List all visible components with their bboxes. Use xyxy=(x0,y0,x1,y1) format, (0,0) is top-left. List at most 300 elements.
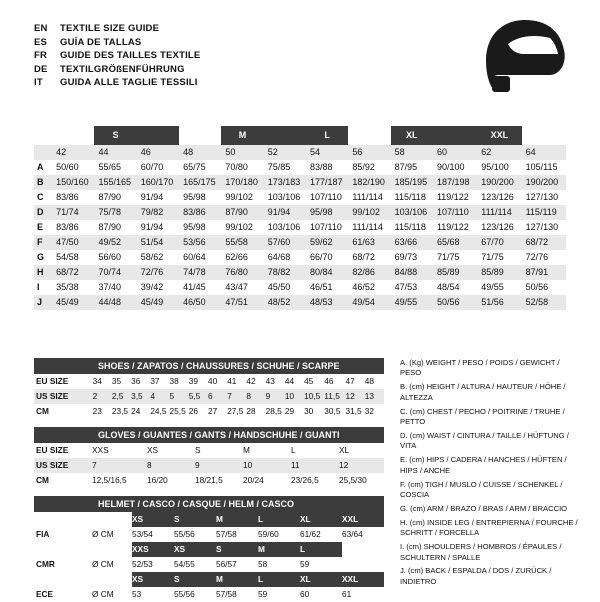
table-row xyxy=(34,235,566,250)
numeric-size: 42 xyxy=(52,145,94,160)
cell: 103/106 xyxy=(264,190,306,205)
cell: 95/98 xyxy=(306,205,348,220)
row-letter: E xyxy=(34,220,52,235)
empty-cell xyxy=(92,542,132,557)
cell: 50/56 xyxy=(433,295,477,310)
row-label: CM xyxy=(36,406,49,416)
cell: 74/78 xyxy=(179,265,221,280)
cell: 60 xyxy=(300,589,310,599)
size-header: L xyxy=(258,512,300,527)
cell: 52/58 xyxy=(522,295,566,310)
cell: 83/86 xyxy=(179,205,221,220)
cell: 12 xyxy=(345,391,355,401)
cell: 91/94 xyxy=(137,190,179,205)
cell: 48/54 xyxy=(433,280,477,295)
language-text: GUIDE DES TAILLES TEXTILE xyxy=(60,50,201,62)
cell: 47 xyxy=(345,376,355,386)
cell: 87/91 xyxy=(522,265,566,280)
cell: XL xyxy=(339,445,350,455)
language-title-block xyxy=(34,22,200,90)
size-header: XXL xyxy=(342,512,384,527)
row-letter: A xyxy=(34,160,52,175)
empty-cell xyxy=(179,126,221,145)
language-text: TEXTILGRÖßENFÜHRUNG xyxy=(60,63,185,75)
table-row xyxy=(34,280,566,295)
cell: 26 xyxy=(188,406,198,416)
numeric-size: 60 xyxy=(433,145,477,160)
cell: 70/74 xyxy=(94,265,136,280)
band-spacer-l1 xyxy=(264,126,306,145)
language-row xyxy=(34,36,200,50)
cell: 25,5 xyxy=(169,406,186,416)
helmet-title-text: HELMET / CASCO / CASQUE / HELM / CASCO xyxy=(98,499,295,509)
cell: 13 xyxy=(364,391,374,401)
unit-label: Ø CM xyxy=(92,529,114,539)
cell: 65/75 xyxy=(179,160,221,175)
cell: 55/56 xyxy=(174,529,195,539)
cell: 46/50 xyxy=(179,295,221,310)
cell: 35/38 xyxy=(52,280,94,295)
cell: 6 xyxy=(207,391,213,401)
cell: 115/118 xyxy=(391,220,433,235)
cell: 37/40 xyxy=(94,280,136,295)
band-label-xxl: XXL xyxy=(477,126,521,145)
cell: 11 xyxy=(291,460,300,470)
size-band-header-row xyxy=(34,126,566,145)
table-row xyxy=(34,220,566,235)
unit-label: Ø CM xyxy=(92,559,114,569)
cell: 27,5 xyxy=(227,406,244,416)
numeric-size: 52 xyxy=(264,145,306,160)
cell: 42 xyxy=(246,376,256,386)
cell: 59/60 xyxy=(258,529,279,539)
size-header: S xyxy=(174,512,216,527)
cell: 30,5 xyxy=(324,406,341,416)
cell: 84/88 xyxy=(391,265,433,280)
cell: 47/53 xyxy=(391,280,433,295)
cell: 12,5/16,5 xyxy=(92,475,127,485)
legend-item: I. (cm) SHOULDERS / HOMBROS / ÉPAULES / SCHULTERN / SPALLE xyxy=(400,542,562,562)
cell: 95/98 xyxy=(179,220,221,235)
numeric-size: 46 xyxy=(137,145,179,160)
cell: 46/51 xyxy=(306,280,348,295)
language-text: TEXTILE SIZE GUIDE xyxy=(60,23,160,34)
numeric-size-row xyxy=(34,145,566,160)
empty-cell xyxy=(52,126,94,145)
cell: 57/60 xyxy=(264,235,306,250)
cell: 7 xyxy=(92,460,97,470)
table-row xyxy=(34,250,566,265)
cell: 61/62 xyxy=(300,529,321,539)
cell: 177/187 xyxy=(306,175,348,190)
cell: 59/62 xyxy=(306,235,348,250)
helmet-icon xyxy=(480,18,570,98)
cell: 71/75 xyxy=(477,250,521,265)
legend-item: C. (cm) CHEST / PECHO / POITRINE / TRUHE / PETTO xyxy=(400,406,565,427)
cell: 127/130 xyxy=(522,190,566,205)
legend-item: H. (cm) INSIDE LEG / ENTREPIERNA / FOURCHE / SCHRITT / FORCELLA xyxy=(400,517,578,538)
band-label-m: M xyxy=(221,126,263,145)
cell: 165/175 xyxy=(179,175,221,190)
size-header: L xyxy=(258,572,300,587)
cell: 2,5 xyxy=(111,391,124,401)
language-row xyxy=(34,22,200,36)
empty-cell xyxy=(522,126,566,145)
language-code: IT xyxy=(34,77,43,89)
table-row xyxy=(34,473,384,488)
cell: 155/165 xyxy=(94,175,136,190)
cell: 9 xyxy=(265,391,271,401)
cell: 56/60 xyxy=(94,250,136,265)
empty-cell xyxy=(92,512,132,527)
cell: 20/24 xyxy=(243,475,264,485)
empty-cell xyxy=(34,126,52,145)
numeric-size: 62 xyxy=(477,145,521,160)
empty-cell xyxy=(34,542,92,557)
table-row xyxy=(34,527,384,542)
cell: 41/45 xyxy=(179,280,221,295)
textile-size-table xyxy=(34,126,566,310)
cell: 182/190 xyxy=(348,175,390,190)
cell: 72/76 xyxy=(522,250,566,265)
table-row xyxy=(34,404,384,419)
cell: 35 xyxy=(111,376,122,386)
cell: 107/110 xyxy=(306,220,348,235)
cell: 127/130 xyxy=(522,220,566,235)
empty-cell xyxy=(92,572,132,587)
cell: 170/180 xyxy=(221,175,263,190)
cell: 99/102 xyxy=(221,220,263,235)
cell: 18/21,5 xyxy=(195,475,223,485)
cell: 75/85 xyxy=(264,160,306,175)
language-text: GUIDA ALLE TAGLIE TESSILI xyxy=(60,77,198,89)
cell: 95/98 xyxy=(179,190,221,205)
table-row xyxy=(34,265,566,280)
size-header: S xyxy=(174,572,216,587)
cell: 63/66 xyxy=(391,235,433,250)
cell: 49/52 xyxy=(94,235,136,250)
cell: 41 xyxy=(227,376,237,386)
legend-item: A. (Kg) WEIGHT / PESO / POIDS / GEWICHT / PESO xyxy=(400,358,560,378)
cell: 40 xyxy=(207,376,218,386)
row-label: EU SIZE xyxy=(36,445,69,455)
cell: 69/73 xyxy=(391,250,433,265)
cell: 57/58 xyxy=(216,589,237,599)
cell: 54/55 xyxy=(174,559,195,569)
table-row xyxy=(34,443,384,458)
size-header: M xyxy=(216,512,258,527)
numeric-size: 54 xyxy=(306,145,348,160)
cell: 87/90 xyxy=(221,205,263,220)
table-row xyxy=(34,557,384,572)
shoes-table xyxy=(34,374,384,419)
lower-tables xyxy=(34,358,384,602)
cell: 56/57 xyxy=(216,559,237,569)
size-header: XS xyxy=(132,572,174,587)
cell: 45/49 xyxy=(137,295,179,310)
cell: 190/200 xyxy=(477,175,521,190)
language-row xyxy=(34,63,200,77)
cell: M xyxy=(243,445,250,455)
table-row xyxy=(34,160,566,175)
cell: 3,5 xyxy=(131,391,143,401)
cell: 46 xyxy=(324,376,334,386)
cell: 52/53 xyxy=(132,559,153,569)
cell: 48/52 xyxy=(264,295,306,310)
cell: 87/90 xyxy=(94,220,136,235)
size-header: S xyxy=(216,542,258,557)
gloves-table xyxy=(34,443,384,488)
cell: 43/47 xyxy=(221,280,263,295)
cell: 119/122 xyxy=(433,190,477,205)
legend-item: G. (cm) ARM / BRAZO / BRAS / ARM / BRACCIO xyxy=(400,503,568,513)
cell: L xyxy=(291,445,296,455)
cell: 49/55 xyxy=(391,295,433,310)
empty-cell xyxy=(34,572,92,587)
cell: 111/114 xyxy=(477,205,521,220)
table-row xyxy=(34,295,566,310)
helmet-header-row-ece xyxy=(34,572,384,587)
band-label-s: S xyxy=(94,126,136,145)
size-header: M xyxy=(258,542,300,557)
numeric-size: 50 xyxy=(221,145,263,160)
numeric-size: 58 xyxy=(391,145,433,160)
cell: 53 xyxy=(132,589,142,599)
cell: 123/126 xyxy=(477,190,521,205)
cell: 54/58 xyxy=(52,250,94,265)
cell: 103/106 xyxy=(391,205,433,220)
cell: 67/70 xyxy=(477,235,521,250)
cell: 23/26,5 xyxy=(291,475,319,485)
cell: 61 xyxy=(342,589,352,599)
cell: 28,5 xyxy=(265,406,282,416)
cell: 111/114 xyxy=(348,220,390,235)
cell: 68/72 xyxy=(52,265,94,280)
cell: 95/100 xyxy=(477,160,521,175)
cell: 90/100 xyxy=(433,160,477,175)
cell: 28 xyxy=(246,406,256,416)
cell: 190/200 xyxy=(522,175,566,190)
cell: 45 xyxy=(304,376,314,386)
cell: 43 xyxy=(265,376,275,386)
row-letter: D xyxy=(34,205,52,220)
cell: 160/170 xyxy=(137,175,179,190)
cell: 11,5 xyxy=(324,391,340,401)
helmet-header-row-cmr xyxy=(34,542,384,557)
row-label: CM xyxy=(36,475,49,485)
cell: 68/72 xyxy=(348,250,390,265)
helmet-section-title xyxy=(34,496,384,512)
cell: 25,5/30 xyxy=(339,475,367,485)
cell: 50/56 xyxy=(522,280,566,295)
cell: 31,5 xyxy=(345,406,362,416)
empty-cell xyxy=(34,512,92,527)
cell: 7 xyxy=(227,391,232,401)
cell: 123/126 xyxy=(477,220,521,235)
cell: 45/49 xyxy=(52,295,94,310)
cell: 173/183 xyxy=(264,175,306,190)
numeric-size: 48 xyxy=(179,145,221,160)
legend-item: J. (cm) BACK / ESPALDA / DOS / ZURÜCK / INDIETRO xyxy=(400,566,552,586)
numeric-size: 44 xyxy=(94,145,136,160)
cell: 115/118 xyxy=(391,190,433,205)
cell: 105/115 xyxy=(522,160,566,175)
cell: 83/86 xyxy=(52,220,94,235)
gloves-title-text: GLOVES / GUANTES / GANTS / HANDSCHUHE / GUANTI xyxy=(98,430,340,440)
language-code: FR xyxy=(34,50,48,62)
size-header: XS xyxy=(132,512,174,527)
helmet-table xyxy=(34,512,384,602)
band-spacer-s xyxy=(137,126,179,145)
cell: 47/50 xyxy=(52,235,94,250)
cell: 16/20 xyxy=(147,475,168,485)
cell: 59 xyxy=(258,589,268,599)
cell: 49/55 xyxy=(477,280,521,295)
row-letter: H xyxy=(34,265,52,280)
cell: 85/92 xyxy=(348,160,390,175)
cell: 87/95 xyxy=(391,160,433,175)
row-letter: G xyxy=(34,250,52,265)
empty-cell xyxy=(342,542,384,557)
shoes-title-text: SHOES / ZAPATOS / CHAUSSURES / SCHUHE / SCARPE xyxy=(98,361,340,371)
cell: 65/68 xyxy=(433,235,477,250)
cell: 61/63 xyxy=(348,235,390,250)
language-code: ES xyxy=(34,36,48,48)
shoes-section-title xyxy=(34,358,384,374)
table-row xyxy=(34,389,384,404)
row-label: US SIZE xyxy=(36,460,69,470)
standard-label: ECE xyxy=(36,589,54,599)
cell: 58 xyxy=(258,559,268,569)
cell: 8 xyxy=(147,460,152,470)
cell: 85/89 xyxy=(433,265,477,280)
cell: 91/94 xyxy=(264,205,306,220)
cell: 46/52 xyxy=(348,280,390,295)
cell: 51/54 xyxy=(137,235,179,250)
row-letter: B xyxy=(34,175,52,190)
size-header: XL xyxy=(300,572,342,587)
cell: 63/64 xyxy=(342,529,363,539)
legend-item: F. (cm) TIGH / MUSLO / CUISSE / SCHENKEL / COSCIA xyxy=(400,479,563,499)
cell: 49/54 xyxy=(348,295,390,310)
cell: 48 xyxy=(364,376,374,386)
measurement-legend xyxy=(400,358,580,591)
size-header: M xyxy=(216,572,258,587)
cell: 38 xyxy=(169,376,179,386)
cell: 76/80 xyxy=(221,265,263,280)
cell: 72/76 xyxy=(137,265,179,280)
cell: 60/64 xyxy=(179,250,221,265)
cell: 80/84 xyxy=(306,265,348,280)
cell: S xyxy=(195,445,201,455)
cell: 12 xyxy=(339,460,349,470)
band-label-l: L xyxy=(306,126,348,145)
size-header: XXL xyxy=(342,572,384,587)
helmet-header-row-fia xyxy=(34,512,384,527)
cell: 87/90 xyxy=(94,190,136,205)
cell: 111/114 xyxy=(348,190,390,205)
cell: 75/78 xyxy=(94,205,136,220)
cell: 99/102 xyxy=(221,190,263,205)
row-letter: C xyxy=(34,190,52,205)
cell: 45/50 xyxy=(264,280,306,295)
cell: 51/56 xyxy=(477,295,521,310)
cell: 60/70 xyxy=(137,160,179,175)
cell: 24 xyxy=(131,406,141,416)
cell: 34 xyxy=(92,376,102,386)
numeric-size: 56 xyxy=(348,145,390,160)
cell: 48/53 xyxy=(306,295,348,310)
cell: 23,5 xyxy=(111,406,129,416)
size-header: XXS xyxy=(132,542,174,557)
unit-label: Ø CM xyxy=(92,589,114,599)
cell: 53/54 xyxy=(132,529,153,539)
cell: 71/74 xyxy=(52,205,94,220)
cell: 27 xyxy=(207,406,218,416)
language-text: GUÍA DE TALLAS xyxy=(60,36,142,48)
cell: 8 xyxy=(246,391,252,401)
cell: 4 xyxy=(150,391,155,401)
numeric-size: 64 xyxy=(522,145,566,160)
cell: 24,5 xyxy=(150,406,167,416)
cell: 47/51 xyxy=(221,295,263,310)
cell: 103/106 xyxy=(264,220,306,235)
standard-label: CMR xyxy=(36,559,55,569)
legend-item: D. (cm) WAIST / CINTURA / TAILLE / HÜFTUNG / VITA xyxy=(400,430,569,451)
empty-cell xyxy=(348,126,390,145)
cell: 64/68 xyxy=(264,250,306,265)
cell: 62/66 xyxy=(221,250,263,265)
cell: 115/119 xyxy=(522,205,566,220)
cell: 119/122 xyxy=(433,220,477,235)
cell: 23 xyxy=(92,406,102,416)
language-code: EN xyxy=(34,23,48,34)
row-label: EU SIZE xyxy=(36,376,69,386)
cell: 83/86 xyxy=(52,190,94,205)
table-row xyxy=(34,458,384,473)
size-header: XL xyxy=(300,512,342,527)
cell: 91/94 xyxy=(137,220,179,235)
cell: 185/195 xyxy=(391,175,433,190)
cell: XS xyxy=(147,445,159,455)
size-header: XS xyxy=(174,542,216,557)
table-row xyxy=(34,205,566,220)
cell: 5,5 xyxy=(188,391,201,401)
cell: 10,5 xyxy=(304,391,321,401)
cell: 82/86 xyxy=(348,265,390,280)
cell: 39/42 xyxy=(137,280,179,295)
cell: 37 xyxy=(150,376,160,386)
band-label-xl: XL xyxy=(391,126,433,145)
row-letter: J xyxy=(34,295,52,310)
cell: 30 xyxy=(304,406,314,416)
row-label: US SIZE xyxy=(36,391,69,401)
cell: 55/58 xyxy=(221,235,263,250)
cell: 99/102 xyxy=(348,205,390,220)
cell: 71/75 xyxy=(433,250,477,265)
cell: 58/62 xyxy=(137,250,179,265)
table-row xyxy=(34,175,566,190)
language-row xyxy=(34,76,200,90)
cell: 78/82 xyxy=(264,265,306,280)
cell: 50/60 xyxy=(52,160,94,175)
cell: 70/80 xyxy=(221,160,263,175)
cell: 79/82 xyxy=(137,205,179,220)
cell: 5 xyxy=(169,391,175,401)
cell: 85/89 xyxy=(477,265,521,280)
cell: 32 xyxy=(364,406,374,416)
cell: 55/65 xyxy=(94,160,136,175)
